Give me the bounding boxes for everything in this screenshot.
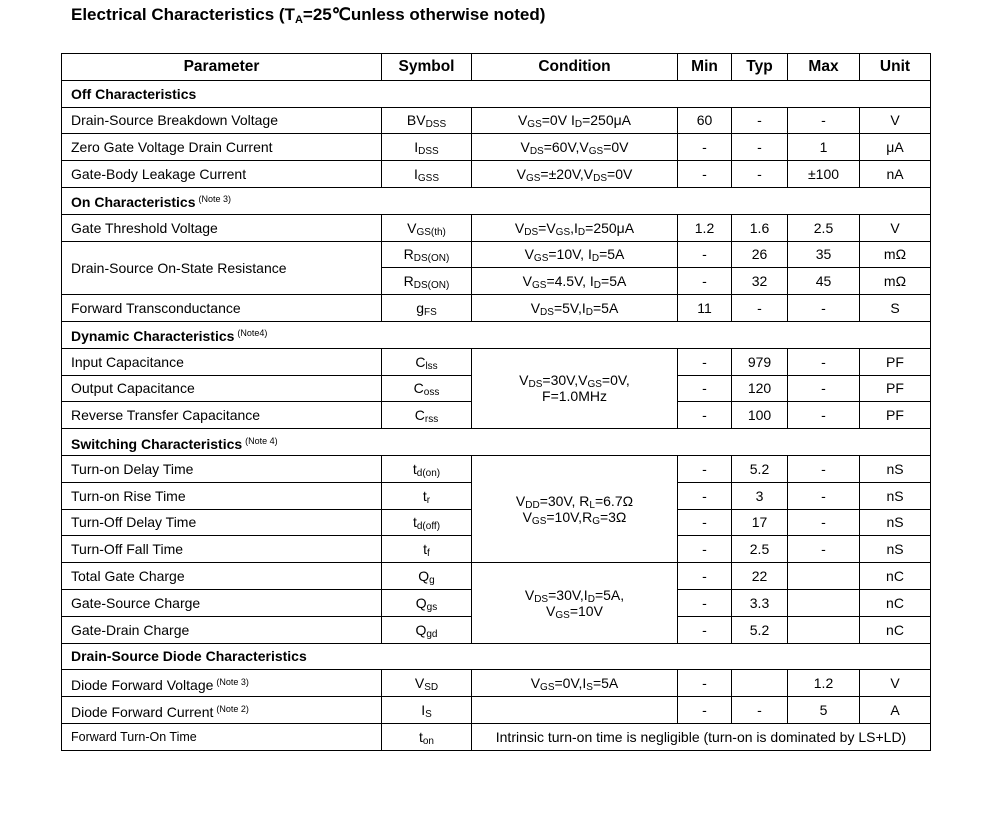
- section-dynamic: Dynamic Characteristics $^{(Note4)}$: [62, 321, 931, 348]
- table-row: [62, 161, 931, 188]
- typ-cell: 979: [732, 348, 788, 375]
- unit-cell: nC: [860, 616, 931, 643]
- unit-cell: A: [860, 697, 931, 724]
- min-cell: -: [678, 161, 732, 188]
- section-diode: Drain-Source Diode Characteristics: [62, 643, 931, 670]
- note-label: (Note 3): [198, 194, 232, 205]
- symbol-cell: $t_{d(on)}$: [382, 455, 472, 482]
- condition-cell: [472, 697, 678, 724]
- table-row: [62, 455, 931, 482]
- page-title: Electrical Characteristics ($T_A=25℃unless$ otherwise noted): [71, 5, 546, 26]
- min-cell: -: [678, 670, 732, 697]
- unit-cell: V: [860, 107, 931, 134]
- table-row: [62, 348, 931, 375]
- typ-cell: 120: [732, 375, 788, 402]
- symbol-cell: $g_{FS}$: [382, 295, 472, 322]
- max-cell: -: [788, 348, 860, 375]
- typ-cell: 26: [732, 241, 788, 268]
- min-cell: -: [678, 375, 732, 402]
- param-cell: Gate-Body Leakage Current: [62, 161, 382, 188]
- table-row: [62, 241, 931, 268]
- header-condition: Condition: [472, 54, 678, 81]
- typ-cell: 5.2: [732, 616, 788, 643]
- condition-cell: $V_{GS}=0V$ $I_D=250\mu A$: [472, 107, 678, 134]
- param-cell: Gate-Source Charge: [62, 589, 382, 616]
- section-off: Off Characteristics: [62, 80, 931, 107]
- max-cell: -: [788, 455, 860, 482]
- typ-cell: 1.6: [732, 214, 788, 241]
- note-label: (Note 3): [216, 676, 249, 687]
- min-cell: -: [678, 697, 732, 724]
- table-row: [62, 295, 931, 322]
- typ-cell: 22: [732, 563, 788, 590]
- electrical-characteristics-table: [61, 53, 931, 751]
- table-row: [62, 723, 931, 750]
- param-cell: Drain-Source On-State Resistance: [62, 241, 382, 295]
- symbol-cell: $BV_{DSS}$: [382, 107, 472, 134]
- symbol-cell: $Q_g$: [382, 563, 472, 590]
- max-cell: -: [788, 536, 860, 563]
- condition-cell: $V_{GS}=10V$, $I_D=5A$: [472, 241, 678, 268]
- table-row: [62, 670, 931, 697]
- condition-cell: $V_{GS}=4.5V$, $I_D=5A$: [472, 268, 678, 295]
- min-cell: -: [678, 455, 732, 482]
- typ-cell: -: [732, 161, 788, 188]
- condition-cell: $V_{DS}=V_{GS},I_D=250\mu A$: [472, 214, 678, 241]
- header-parameter: Parameter: [62, 54, 382, 81]
- table-row: [62, 107, 931, 134]
- typ-cell: 3.3: [732, 589, 788, 616]
- symbol-cell: $t_f$: [382, 536, 472, 563]
- param-cell: Turn-on Rise Time: [62, 482, 382, 509]
- note-label: (Note 2): [216, 703, 249, 714]
- typ-cell: 32: [732, 268, 788, 295]
- typ-cell: -: [732, 697, 788, 724]
- max-cell: [788, 563, 860, 590]
- max-cell: 1.2: [788, 670, 860, 697]
- condition-cell-merged: $V_{DS}=30V,I_D=5A$, $V_{GS}=10V$: [472, 563, 678, 643]
- condition-cell: $V_{GS}=0V,I_S=5A$: [472, 670, 678, 697]
- unit-cell: V: [860, 214, 931, 241]
- section-row: [62, 80, 931, 107]
- header-unit: Unit: [860, 54, 931, 81]
- param-cell: Turn-Off Fall Time: [62, 536, 382, 563]
- table-row: [62, 563, 931, 590]
- typ-cell: -: [732, 134, 788, 161]
- min-cell: -: [678, 509, 732, 536]
- param-cell: Drain-Source Breakdown Voltage: [62, 107, 382, 134]
- condition-cell: $V_{DS}=5V,I_D=5A$: [472, 295, 678, 322]
- param-cell: Zero Gate Voltage Drain Current: [62, 134, 382, 161]
- typ-cell: -: [732, 107, 788, 134]
- condition-cell-merged: $V_{DS}=30V,V_{GS}=0V$, F=1.0MHz: [472, 348, 678, 428]
- max-cell: -: [788, 402, 860, 429]
- unit-cell: PF: [860, 402, 931, 429]
- section-switching: Switching Characteristics $^{(Note 4)}$: [62, 429, 931, 456]
- typ-cell: 100: [732, 402, 788, 429]
- param-cell: Reverse Transfer Capacitance: [62, 402, 382, 429]
- param-cell: Turn-Off Delay Time: [62, 509, 382, 536]
- unit-cell: mΩ: [860, 241, 931, 268]
- param-cell: Total Gate Charge: [62, 563, 382, 590]
- symbol-cell: $C_{rss}$: [382, 402, 472, 429]
- min-cell: -: [678, 536, 732, 563]
- max-cell: ±100: [788, 161, 860, 188]
- table-row: [62, 134, 931, 161]
- param-cell: Forward Turn-On Time: [62, 723, 382, 750]
- section-row: [62, 429, 931, 456]
- param-cell: Input Capacitance: [62, 348, 382, 375]
- symbol-cell: $I_{DSS}$: [382, 134, 472, 161]
- min-cell: -: [678, 482, 732, 509]
- typ-cell: 17: [732, 509, 788, 536]
- symbol-cell: $I_{GSS}$: [382, 161, 472, 188]
- min-cell: 60: [678, 107, 732, 134]
- param-cell: Gate-Drain Charge: [62, 616, 382, 643]
- min-cell: -: [678, 589, 732, 616]
- param-cell: Output Capacitance: [62, 375, 382, 402]
- header-row: [62, 54, 931, 81]
- param-cell: Diode Forward Voltage $^{(Note 3)}$: [62, 670, 382, 697]
- unit-cell: nA: [860, 161, 931, 188]
- unit-cell: nS: [860, 482, 931, 509]
- unit-cell: PF: [860, 375, 931, 402]
- min-cell: -: [678, 563, 732, 590]
- symbol-cell: $V_{SD}$: [382, 670, 472, 697]
- unit-cell: nC: [860, 589, 931, 616]
- min-cell: -: [678, 268, 732, 295]
- max-cell: -: [788, 482, 860, 509]
- typ-cell: 3: [732, 482, 788, 509]
- condition-cell-merged: $V_{DD}=30V$, $R_L=6.7\Omega$ $V_{GS}=10V,R_G=3\Omega$: [472, 455, 678, 562]
- header-min: Min: [678, 54, 732, 81]
- symbol-cell: $t_r$: [382, 482, 472, 509]
- symbol-cell: $C_{oss}$: [382, 375, 472, 402]
- max-cell: [788, 616, 860, 643]
- max-cell: -: [788, 375, 860, 402]
- param-cell: Turn-on Delay Time: [62, 455, 382, 482]
- param-cell: Gate Threshold Voltage: [62, 214, 382, 241]
- symbol-cell: $C_{lss}$: [382, 348, 472, 375]
- condition-cell: $V_{GS}=\pm 20V,V_{DS}=0V$: [472, 161, 678, 188]
- section-row: [62, 187, 931, 214]
- min-cell: 11: [678, 295, 732, 322]
- symbol-cell: $R_{DS(ON)}$: [382, 241, 472, 268]
- symbol-cell: $R_{DS(ON)}$: [382, 268, 472, 295]
- header-typ: Typ: [732, 54, 788, 81]
- table-row: [62, 697, 931, 724]
- unit-cell: nS: [860, 509, 931, 536]
- section-on: On Characteristics $^{(Note 3)}$: [62, 187, 931, 214]
- typ-cell: -: [732, 295, 788, 322]
- min-cell: 1.2: [678, 214, 732, 241]
- unit-cell: nC: [860, 563, 931, 590]
- unit-cell: S: [860, 295, 931, 322]
- param-cell: Diode Forward Current $^{(Note 2)}$: [62, 697, 382, 724]
- min-cell: -: [678, 348, 732, 375]
- table-row: [62, 214, 931, 241]
- symbol-cell: $Q_{gd}$: [382, 616, 472, 643]
- max-cell: [788, 589, 860, 616]
- unit-cell: nS: [860, 455, 931, 482]
- max-cell: -: [788, 107, 860, 134]
- typ-cell: 2.5: [732, 536, 788, 563]
- min-cell: -: [678, 241, 732, 268]
- header-symbol: Symbol: [382, 54, 472, 81]
- unit-cell: PF: [860, 348, 931, 375]
- unit-cell: V: [860, 670, 931, 697]
- max-cell: -: [788, 509, 860, 536]
- symbol-cell: $V_{GS(th)}$: [382, 214, 472, 241]
- unit-cell: mΩ: [860, 268, 931, 295]
- unit-cell: μA: [860, 134, 931, 161]
- typ-cell: [732, 670, 788, 697]
- max-cell: 2.5: [788, 214, 860, 241]
- min-cell: -: [678, 616, 732, 643]
- typ-cell: 5.2: [732, 455, 788, 482]
- unit-cell: nS: [860, 536, 931, 563]
- param-cell: Forward Transconductance: [62, 295, 382, 322]
- max-cell: -: [788, 295, 860, 322]
- condition-cell: $V_{DS}=60V,V_{GS}=0V$: [472, 134, 678, 161]
- header-max: Max: [788, 54, 860, 81]
- note-label: (Note4): [237, 328, 268, 339]
- symbol-cell: $t_{d(off)}$: [382, 509, 472, 536]
- condition-cell-wide: Intrinsic turn-on time is negligible (turn-on is dominated by LS+LD): [472, 723, 931, 750]
- max-cell: 5: [788, 697, 860, 724]
- note-label: (Note 4): [245, 435, 278, 446]
- max-cell: 35: [788, 241, 860, 268]
- max-cell: 45: [788, 268, 860, 295]
- min-cell: -: [678, 134, 732, 161]
- min-cell: -: [678, 402, 732, 429]
- max-cell: 1: [788, 134, 860, 161]
- symbol-cell: $t_{on}$: [382, 723, 472, 750]
- section-row: [62, 643, 931, 670]
- symbol-cell: $I_S$: [382, 697, 472, 724]
- symbol-cell: $Q_{gs}$: [382, 589, 472, 616]
- section-row: [62, 321, 931, 348]
